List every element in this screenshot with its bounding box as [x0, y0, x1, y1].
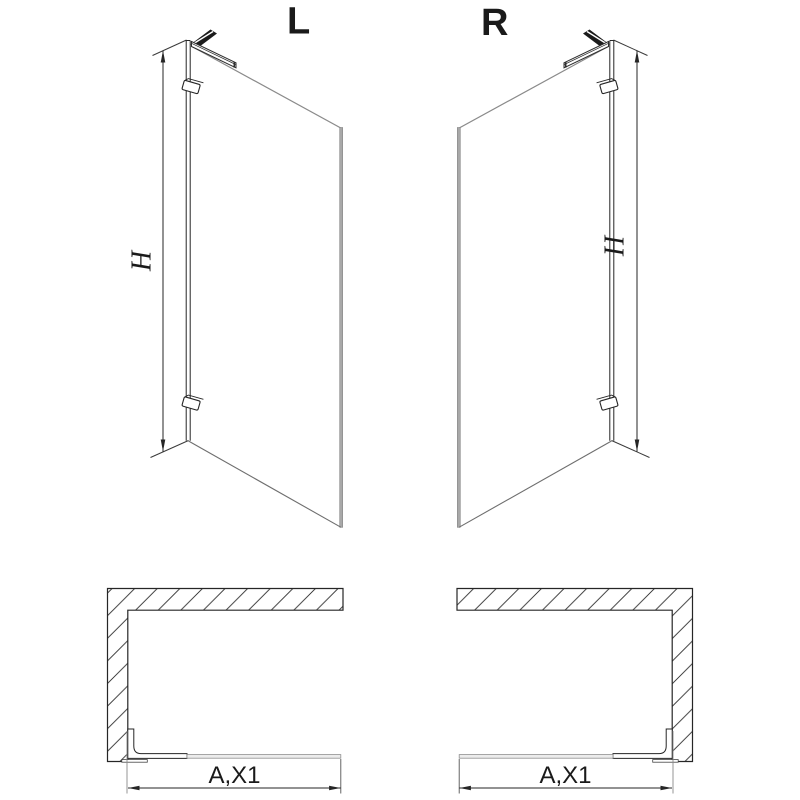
wall-hatching-right [457, 589, 693, 762]
height-dimension-label-left: H [126, 250, 158, 272]
wall-hatching-left [108, 589, 344, 762]
width-dimension-label-right: A,X1 [539, 762, 592, 789]
left-elevation-figure [151, 30, 343, 528]
height-dimension-label-right: H [599, 235, 631, 257]
right-elevation-figure [457, 30, 649, 528]
width-dimension-label-left: A,X1 [208, 762, 261, 789]
left-variant-label: L [287, 0, 311, 43]
right-variant-label: R [481, 2, 509, 44]
